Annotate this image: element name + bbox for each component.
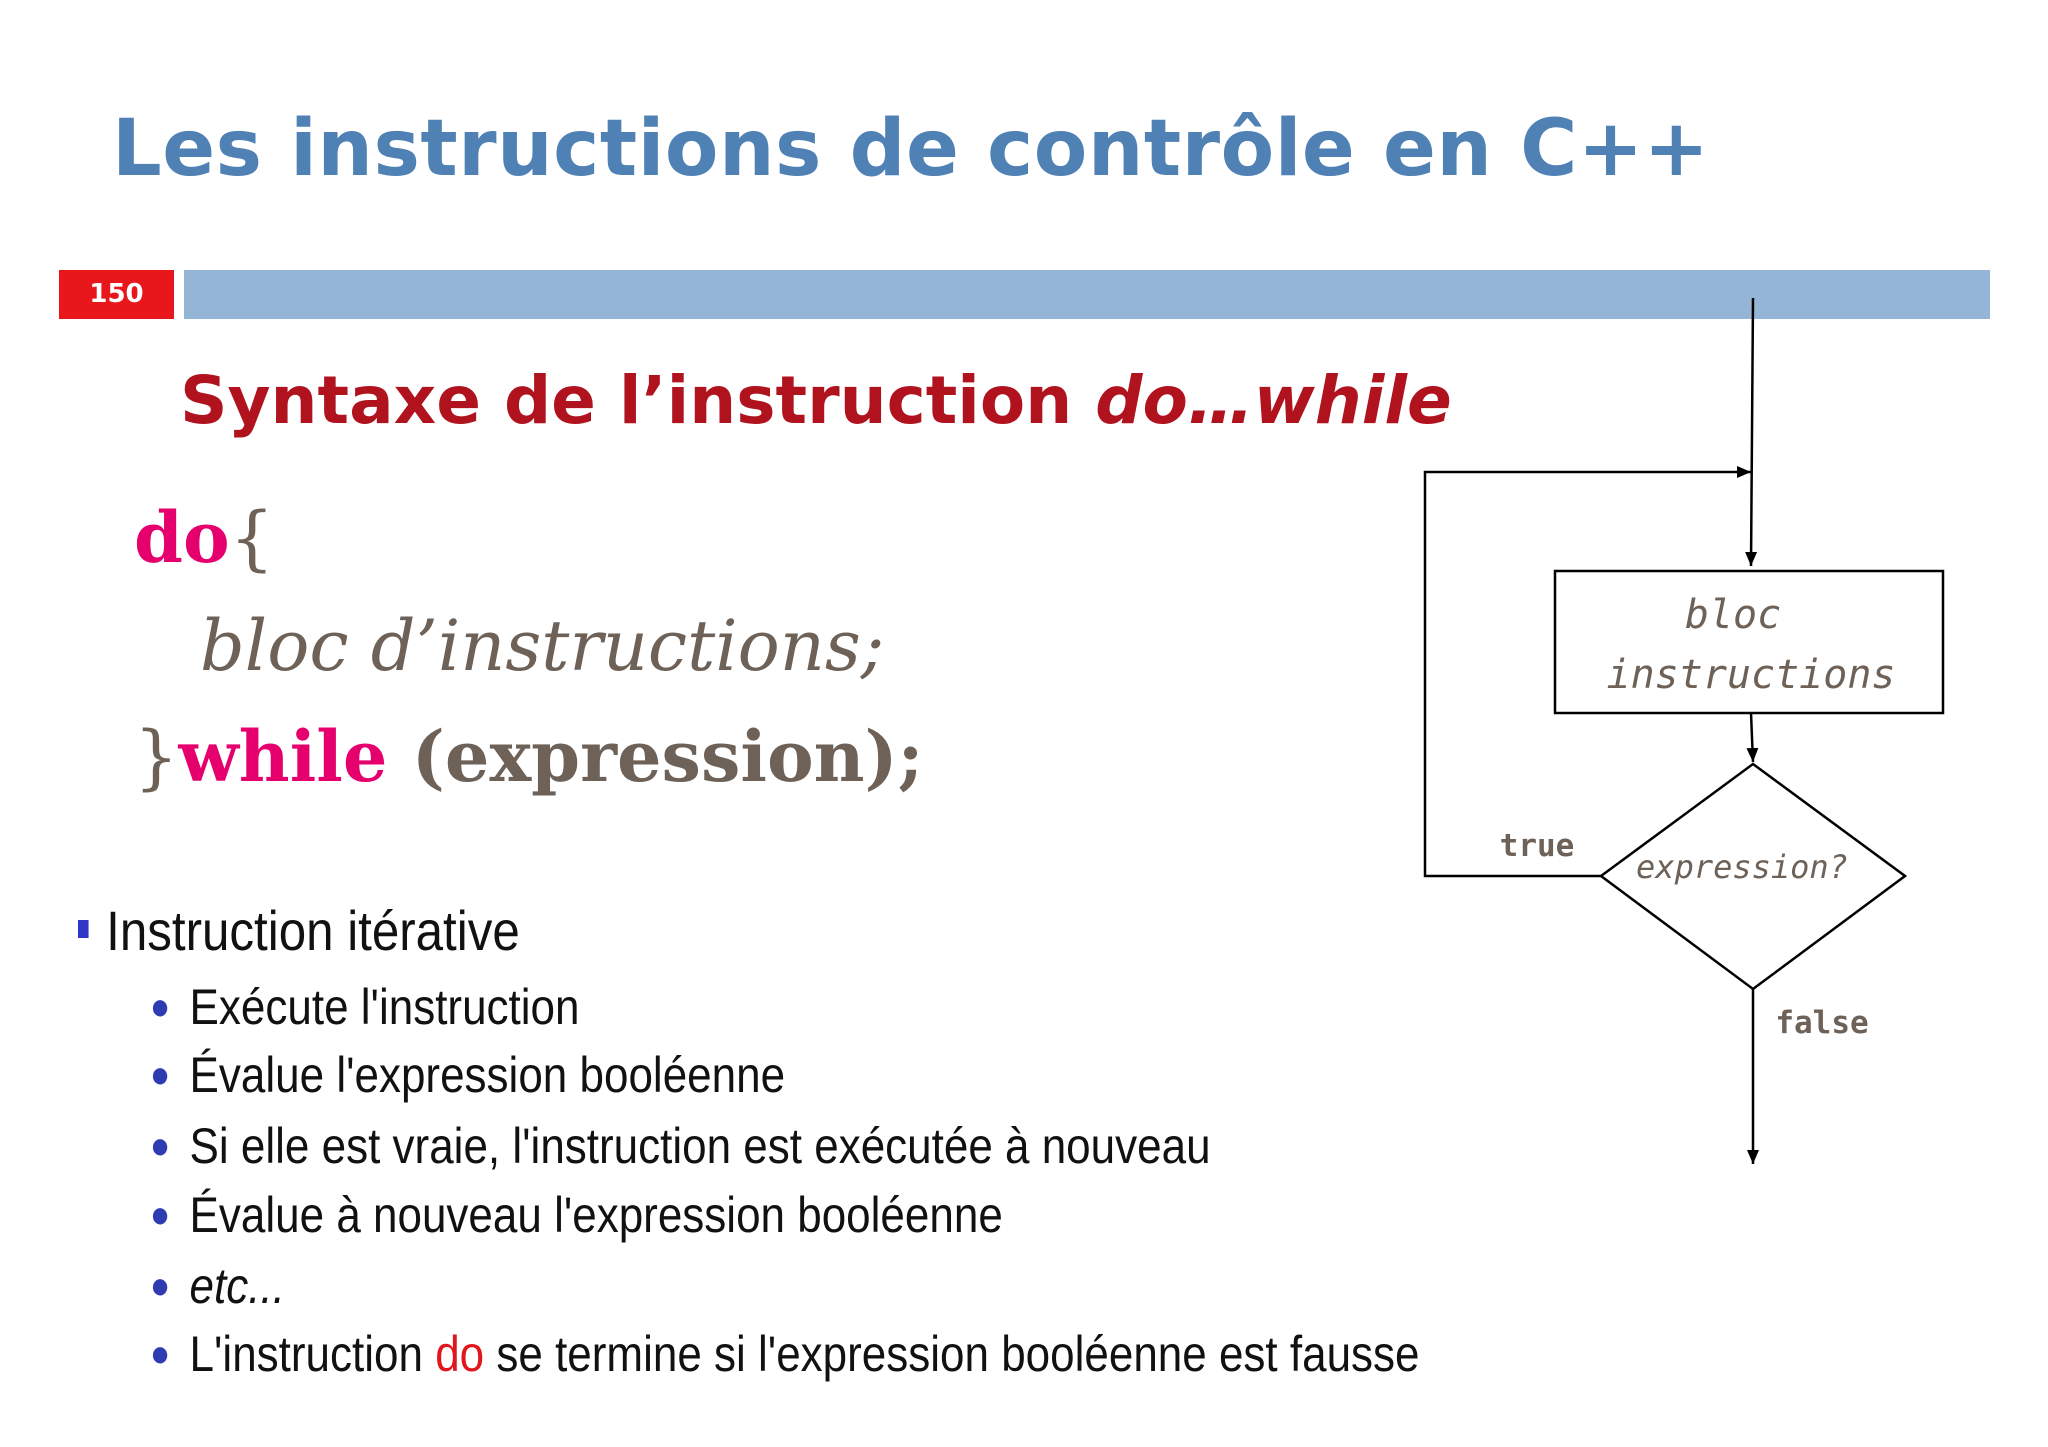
block-to-decision-arrow (1751, 713, 1753, 762)
list-item-text-suffix: se termine si l'expression booléenne est fausse (484, 1326, 1420, 1382)
page-number-badge: 150 (59, 270, 174, 319)
dot-bullet-icon: ● (150, 1333, 171, 1375)
list-item-text: etc... (189, 1258, 285, 1314)
close-brace: } (134, 716, 179, 798)
entry-arrow (1751, 298, 1753, 566)
block-label-line2: instructions (1606, 652, 1896, 698)
open-brace: { (229, 497, 275, 579)
subtitle-text: Syntaxe de l’instruction (180, 362, 1096, 439)
true-label: true (1499, 828, 1575, 864)
list-item-text: Évalue à nouveau l'expression booléenne (189, 1187, 1003, 1243)
list-item-text: Exécute l'instruction (189, 979, 580, 1035)
dot-bullet-icon: ● (150, 1194, 171, 1236)
decision-label: expression? (1636, 848, 1848, 886)
subtitle-keyword: do…while (1095, 362, 1452, 439)
dot-bullet-icon: ● (150, 986, 171, 1028)
false-label: false (1775, 1005, 1869, 1041)
code-line-body: bloc d’instructions; (200, 605, 885, 687)
list-item-text: Si elle est vraie, l'instruction est exécutée à nouveau (189, 1118, 1211, 1174)
dot-bullet-icon: ● (150, 1054, 171, 1096)
bullet-main-text: Instruction itérative (106, 899, 520, 962)
do-keyword-inline: do (435, 1326, 485, 1382)
dot-bullet-icon: ● (150, 1125, 171, 1167)
page-title: Les instructions de contrôle en C++ (112, 104, 1710, 194)
block-label-line1: bloc (1684, 592, 1782, 638)
while-keyword: while (178, 715, 388, 798)
while-condition: (expression); (387, 715, 924, 798)
list-item-text: Évalue l'expression booléenne (189, 1047, 786, 1103)
list-item-text-prefix: L'instruction (189, 1326, 436, 1382)
dot-bullet-icon: ● (150, 1265, 171, 1307)
do-keyword: do (134, 496, 230, 579)
